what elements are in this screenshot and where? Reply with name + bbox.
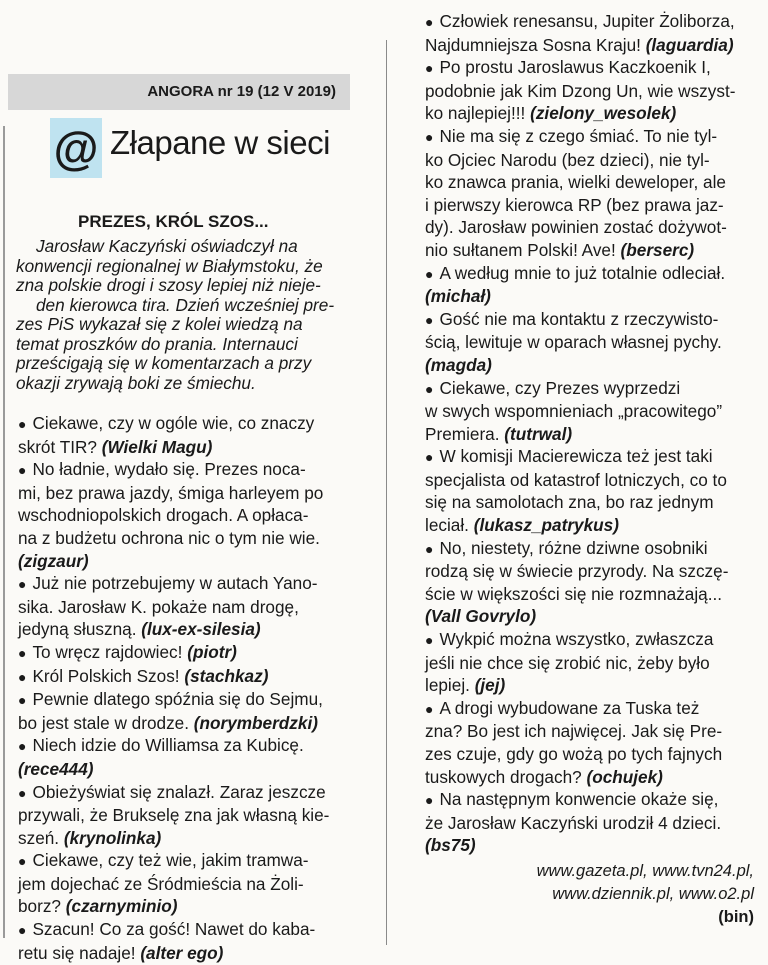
comment-line bbox=[425, 743, 765, 766]
bullet-icon: ● bbox=[18, 576, 27, 593]
comment-line bbox=[18, 596, 348, 619]
comment-text: lepiej. bbox=[425, 675, 475, 696]
comment-text: Gość nie ma kontaktu z rzeczywisto- bbox=[439, 308, 719, 329]
comment-line bbox=[425, 308, 765, 332]
left-column bbox=[8, 74, 350, 186]
comment-line bbox=[425, 171, 765, 194]
comment-author: (stachkaz) bbox=[184, 665, 269, 686]
comment-text: jem dojechać ze Śródmieścia na Żoli- bbox=[18, 873, 304, 894]
comment-text: Niech idzie do Williamsa za Kubicę. bbox=[32, 735, 304, 756]
comment-text: podobnie jak Kim Dzong Un, wie wszyst- bbox=[425, 80, 736, 101]
comment-author: (ochujek) bbox=[586, 766, 663, 787]
comment-line bbox=[425, 674, 765, 697]
bullet-icon: ● bbox=[18, 853, 27, 870]
comment-text: na z budżetu ochrona nic o tym nie wie. bbox=[18, 527, 320, 548]
bullet-icon: ● bbox=[425, 14, 434, 30]
comment-text: No ładnie, wydało się. Prezes noca- bbox=[32, 459, 306, 480]
comment-line bbox=[18, 827, 348, 850]
comment-text: To wręcz rajdowiec! bbox=[32, 641, 188, 662]
comment-line bbox=[18, 804, 348, 827]
comment-line bbox=[425, 10, 765, 34]
comment-line bbox=[18, 550, 348, 573]
bullet-icon: ● bbox=[18, 784, 27, 801]
comment-line bbox=[425, 491, 765, 514]
bullet-icon: ● bbox=[18, 922, 27, 939]
comment-line bbox=[425, 537, 765, 561]
comment-text: w swych wspomnieniach „pracowitego” bbox=[425, 401, 723, 422]
comment-line bbox=[425, 469, 765, 492]
comment-text: Ciekawe, czy w ogóle wie, co znaczy bbox=[32, 413, 315, 433]
comment-author: (norymberdzki) bbox=[193, 712, 318, 733]
comment-line bbox=[18, 436, 348, 459]
comment-line bbox=[18, 734, 348, 758]
right-comments bbox=[425, 10, 765, 857]
comment-text: sika. Jarosław K. pokaże nam drogę, bbox=[18, 596, 299, 617]
comment-line bbox=[425, 788, 765, 812]
comment-author: (alter ego) bbox=[140, 942, 224, 963]
comment-author: (jej) bbox=[474, 675, 506, 696]
comment-text: jedyną słuszną. bbox=[18, 619, 142, 640]
comment-line bbox=[18, 641, 348, 665]
comment-text: i pierwszy kierowca RP (bez prawa jaz- bbox=[425, 194, 724, 215]
comment-line bbox=[425, 834, 765, 857]
comment-line bbox=[425, 216, 765, 239]
comment-line bbox=[425, 697, 765, 721]
bullet-icon: ● bbox=[425, 540, 434, 557]
comment-text: retu się nadaje! bbox=[18, 942, 141, 963]
comment-author: (krynolinka) bbox=[63, 827, 162, 848]
comment-text: mi, bez prawa jazdy, śmiga harleyem po bbox=[18, 482, 324, 503]
comment-text: jeśli nie chce się zrobić nic, żeby było bbox=[425, 652, 710, 673]
comment-text: Najdumniejsza Sosna Kraju! bbox=[425, 34, 646, 55]
comment-author: (tutrwal) bbox=[504, 423, 573, 444]
section-header bbox=[8, 116, 350, 186]
comment-text: leciał. bbox=[425, 515, 474, 536]
comment-line bbox=[425, 812, 765, 835]
left-border-rule bbox=[3, 126, 5, 938]
comment-line bbox=[425, 377, 765, 401]
comment-line bbox=[425, 766, 765, 789]
comment-text: W komisji Macierewicza też jest taki bbox=[439, 446, 713, 467]
lead-line: okazji zrywają boki ze śmiechu. bbox=[16, 372, 256, 393]
bullet-icon: ● bbox=[425, 700, 434, 717]
comment-text: zes czuje, gdy go wożą po tych fajnych bbox=[425, 744, 723, 764]
comment-text: Król Polskich Szos! bbox=[32, 665, 185, 686]
comment-line bbox=[18, 712, 348, 735]
comment-text: ścią, lewituje w oparach własnej pychy. bbox=[425, 332, 722, 353]
comment-line bbox=[18, 504, 348, 527]
comment-text: ko Ojciec Narodu (bez dzieci), nie tyl- bbox=[425, 149, 710, 170]
comment-line bbox=[425, 239, 765, 262]
bullet-icon: ● bbox=[425, 265, 434, 282]
comment-line bbox=[425, 445, 765, 469]
comment-text: Na następnym konwencie okaże się, bbox=[439, 789, 719, 810]
comment-line bbox=[425, 80, 765, 103]
comment-line bbox=[425, 560, 765, 583]
bullet-icon: ● bbox=[425, 60, 434, 77]
comment-text: ście w większości się nie rozmnażają... bbox=[425, 583, 723, 604]
comment-text: A według mnie to już totalnie odleciał. bbox=[439, 262, 726, 283]
comment-line bbox=[425, 628, 765, 652]
comment-text: Ciekawe, czy Prezes wyprzedzi bbox=[439, 377, 681, 398]
bullet-icon: ● bbox=[18, 668, 27, 685]
comment-author: (laguardia) bbox=[645, 34, 734, 55]
comment-line bbox=[18, 412, 348, 436]
comment-text: A drogi wybudowane za Tuska też bbox=[439, 697, 700, 718]
signature: (bin) bbox=[718, 908, 754, 926]
comment-line bbox=[18, 665, 348, 689]
comment-line bbox=[425, 56, 765, 80]
comment-text: Człowiek renesansu, Jupiter Żoliborza, bbox=[439, 11, 735, 31]
bullet-icon: ● bbox=[425, 792, 434, 809]
comment-text: No, niestety, różne dziwne osobniki bbox=[439, 537, 708, 558]
comment-author: (michał) bbox=[425, 286, 491, 307]
comment-author: (magda) bbox=[425, 354, 492, 375]
comment-text: nio sułtanem Polski! Ave! bbox=[425, 239, 621, 260]
comment-text: Ciekawe, czy też wie, jakim tramwa- bbox=[32, 850, 309, 871]
left-comments bbox=[18, 412, 348, 964]
comment-text: przywali, że Brukselę zna jak własną kie- bbox=[18, 805, 330, 826]
comment-text: tuskowych drogach? bbox=[425, 766, 587, 787]
comment-text: rodzą się w świecie przyrody. Na szczę- bbox=[425, 561, 729, 582]
comment-author: (lukasz_patrykus) bbox=[473, 515, 619, 536]
comment-line bbox=[18, 895, 348, 918]
comment-line bbox=[18, 849, 348, 873]
comment-text: Wykpić można wszystko, zwłaszcza bbox=[439, 629, 714, 650]
comment-line bbox=[18, 918, 348, 942]
comment-line bbox=[425, 514, 765, 537]
comment-text: bo jest stale w drodze. bbox=[18, 712, 194, 733]
comment-author: (Vall Govrylo) bbox=[425, 606, 537, 627]
comment-text: ko najlepiej!!! bbox=[425, 103, 531, 124]
lead-line: Jarosław Kaczyński oświadczył na bbox=[36, 236, 298, 256]
comment-line bbox=[425, 720, 765, 743]
comment-line bbox=[18, 873, 348, 896]
lead-line: zna polskie drogi i szosy lepiej niż nieje- bbox=[16, 275, 321, 295]
bullet-icon: ● bbox=[18, 738, 27, 755]
comment-text: Obieżyświat się znalazł. Zaraz jeszcze bbox=[32, 781, 326, 802]
comment-line bbox=[425, 102, 765, 125]
comment-author: (bs75) bbox=[425, 835, 476, 856]
lead-line: den kierowca tira. Dzień wcześniej pre- bbox=[36, 294, 335, 315]
comment-line bbox=[18, 458, 348, 482]
comment-text: zna? Bo jest ich najwięcej. Jak się Pre- bbox=[425, 721, 723, 742]
lead-line: konwencji regionalnej w Białymstoku, że bbox=[16, 255, 323, 276]
comment-text: dy). Jarosław powinien zostać dożywot- bbox=[425, 217, 727, 238]
comment-line bbox=[425, 194, 765, 217]
comment-line bbox=[18, 758, 348, 781]
article-headline: PREZES, KRÓL SZOS... bbox=[78, 212, 269, 231]
comment-text: Szacun! Co za gość! Nawet do kaba- bbox=[32, 919, 316, 940]
comment-line bbox=[18, 942, 348, 965]
comment-author: (piotr) bbox=[187, 641, 237, 662]
comment-author: (zigzaur) bbox=[18, 550, 89, 571]
comment-line bbox=[425, 354, 765, 377]
comment-text: się na samolotach zna, bo raz jednym bbox=[425, 492, 714, 513]
comment-line bbox=[425, 423, 765, 446]
comment-text: Nie ma się z czego śmiać. To nie tyl- bbox=[439, 125, 718, 146]
comment-author: (czarnyminio) bbox=[65, 896, 178, 917]
comment-line bbox=[425, 262, 765, 286]
section-title: Złapane w sieci bbox=[110, 124, 330, 161]
article-lead bbox=[16, 237, 344, 393]
comment-line bbox=[18, 618, 348, 641]
comment-line bbox=[425, 583, 765, 606]
comment-text: specjalista od katastrof lotniczych, co to bbox=[425, 469, 727, 490]
at-sign-icon: @ bbox=[50, 118, 102, 178]
comment-line bbox=[425, 331, 765, 354]
comment-line bbox=[425, 149, 765, 172]
comment-author: (Wielki Magu) bbox=[101, 436, 213, 457]
comment-author: (berserc) bbox=[620, 239, 695, 260]
comment-line bbox=[425, 285, 765, 308]
comment-text: Już nie potrzebujemy w autach Yano- bbox=[32, 573, 318, 594]
bullet-icon: ● bbox=[425, 380, 434, 397]
comment-line bbox=[18, 482, 348, 505]
bullet-icon: ● bbox=[425, 128, 434, 145]
comment-text: Po prostu Jaroslawus Kaczkoenik I, bbox=[439, 57, 711, 78]
comment-line bbox=[18, 781, 348, 805]
comment-text: skrót TIR? bbox=[18, 436, 102, 457]
comment-text: borz? bbox=[18, 896, 66, 917]
masthead: ANGORA nr 19 (12 V 2019) bbox=[8, 74, 350, 110]
comment-line bbox=[425, 125, 765, 149]
bullet-icon: ● bbox=[18, 416, 27, 432]
bullet-icon: ● bbox=[425, 449, 434, 466]
comment-line bbox=[425, 605, 765, 628]
lead-line: temat proszków do prania. Internauci bbox=[16, 333, 298, 354]
bullet-icon: ● bbox=[18, 692, 27, 709]
comment-author: (rece444) bbox=[18, 758, 94, 779]
bullet-icon: ● bbox=[18, 644, 27, 661]
comment-text: szeń. bbox=[18, 827, 64, 848]
comment-line bbox=[18, 572, 348, 596]
comment-text: że Jarosław Kaczyński urodził 4 dzieci. bbox=[425, 812, 722, 833]
comment-line bbox=[18, 688, 348, 712]
comment-author: (zielony_wesolek) bbox=[530, 103, 677, 124]
column-divider bbox=[386, 40, 387, 945]
comment-line bbox=[425, 652, 765, 675]
comment-text: Pewnie dlatego spóźnia się do Sejmu, bbox=[32, 689, 323, 710]
lead-line: prześcigają się w komentarzach a przy bbox=[16, 353, 312, 373]
sources-line-2: www.dziennik.pl, www.o2.pl bbox=[552, 885, 754, 903]
comment-line bbox=[425, 34, 765, 57]
comment-line bbox=[425, 400, 765, 423]
comment-line bbox=[18, 527, 348, 550]
bullet-icon: ● bbox=[425, 632, 434, 649]
comment-text: wschodniopolskich drogach. A opłaca- bbox=[18, 505, 309, 526]
bullet-icon: ● bbox=[18, 462, 27, 479]
sources-line-1: www.gazeta.pl, www.tvn24.pl, bbox=[536, 862, 754, 880]
bullet-icon: ● bbox=[425, 311, 434, 328]
comment-author: (lux-ex-silesia) bbox=[141, 619, 261, 640]
lead-line: zes PiS wykazał się z kolei wiedzą na bbox=[16, 314, 303, 334]
comment-text: Premiera. bbox=[425, 423, 505, 444]
comment-text: ko znawca prania, wielki deweloper, ale bbox=[425, 172, 726, 193]
